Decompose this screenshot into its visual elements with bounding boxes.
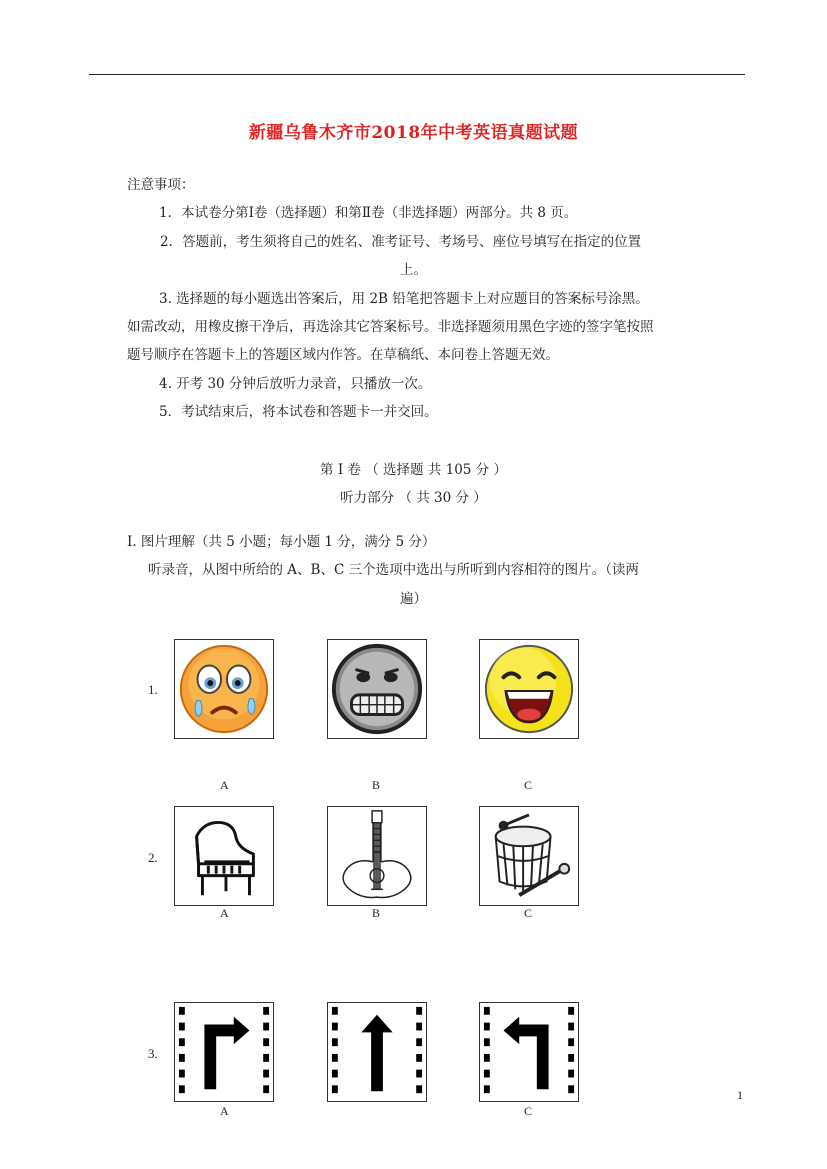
section-instruction-cont: 遍） [400, 591, 427, 607]
option-image-go-straight[interactable] [327, 1002, 427, 1102]
notice-item-3-cont-1: 如需改动，用橡皮擦干净后，再选涂其它答案标号。非选择题须用黑色字迹的签字笔按照 [127, 319, 654, 335]
notice-item-5: 5．考试结束后，将本试卷和答题卡一并交回。 [159, 404, 438, 420]
option-label-b: B [372, 906, 381, 920]
turn-right-arrow-icon [175, 1003, 273, 1101]
grimacing-face-icon [328, 640, 426, 738]
option-image-piano[interactable] [174, 806, 274, 906]
option-label-c: C [524, 1104, 533, 1118]
option-image-grimacing-face[interactable] [327, 639, 427, 739]
notice-item-2-cont: 上。 [400, 262, 427, 278]
question-number: 2. [148, 850, 158, 865]
option-image-laughing-face[interactable] [479, 639, 579, 739]
option-label-c: C [524, 778, 533, 792]
notice-item-3: 3. 选择题的每小题选出答案后，用 2B 铅笔把答题卡上对应题目的答案标号涂黑。 [159, 291, 649, 307]
notice-item-4: 4. 开考 30 分钟后放听力录音，只播放一次。 [159, 376, 432, 392]
option-label-a: A [220, 906, 229, 920]
option-label-a: A [220, 1104, 229, 1118]
guitar-icon [328, 807, 426, 905]
notice-item-3-cont-2: 题号顺序在答题卡上的答题区域内作答。在草稿纸、本问卷上答题无效。 [127, 347, 559, 363]
page-number: 1 [737, 1088, 743, 1102]
option-label-c: C [524, 906, 533, 920]
drum-icon [480, 807, 578, 905]
question-number: 3. [148, 1046, 158, 1061]
section-instruction: 听录音，从图中所给的 A、B、C 三个选项中选出与所听到内容相符的图片。（读两 [148, 562, 639, 578]
straight-arrow-icon [328, 1003, 426, 1101]
listening-heading: 听力部分 （ 共 30 分 ） [340, 490, 487, 506]
turn-left-arrow-icon [480, 1003, 578, 1101]
crying-face-icon [175, 640, 273, 738]
option-image-guitar[interactable] [327, 806, 427, 906]
option-image-turn-right[interactable] [174, 1002, 274, 1102]
page-title: 新疆乌鲁木齐市2018年中考英语真题试题 [248, 123, 579, 143]
header-rule [89, 74, 745, 75]
section-heading: I. 图片理解（共 5 小题；每小题 1 分，满分 5 分） [127, 534, 436, 550]
notice-item-1: 1．本试卷分第Ⅰ卷（选择题）和第Ⅱ卷（非选择题）两部分。共 8 页。 [159, 205, 578, 221]
notice-item-2: 2．答题前，考生须将自己的姓名、准考证号、考场号、座位号填写在指定的位置 [160, 234, 642, 250]
option-label-b: B [372, 778, 381, 792]
notice-heading: 注意事项： [127, 177, 195, 193]
option-image-drum[interactable] [479, 806, 579, 906]
option-image-turn-left[interactable] [479, 1002, 579, 1102]
laughing-face-icon [480, 640, 578, 738]
question-number: 1. [148, 682, 158, 697]
option-image-crying-face[interactable] [174, 639, 274, 739]
option-label-a: A [220, 778, 229, 792]
part-heading: 第 I 卷 （ 选择题 共 105 分 ） [320, 462, 507, 478]
piano-icon [175, 807, 273, 905]
